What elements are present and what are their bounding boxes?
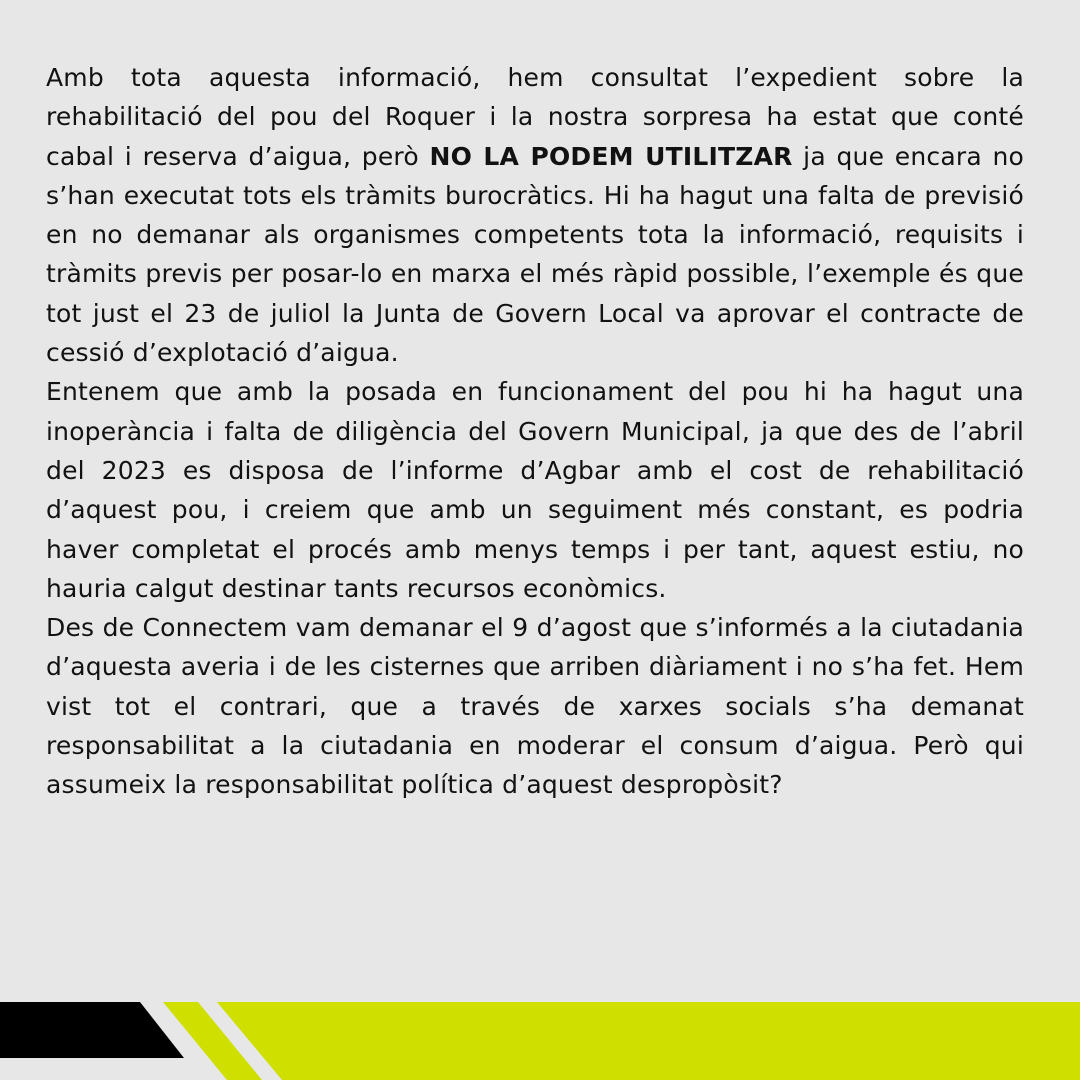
paragraph-1 (46, 58, 1024, 372)
paragraph-1-text-after: ja que encara no s’han executat tots els tràmits burocràtics. Hi ha hagut una falta de previsió en no demanar als organismes competents tota la informació, requisits i tràmits previs per posar-lo en marxa el més ràpid possible, l’exemple és que tot just el 23 de juliol la Junta de Govern Local va aprovar el contracte de cessió d’explotació d’aigua. (46, 141, 1024, 368)
paragraph-1-text-before: Amb tota aquesta informació, hem consultat l’expedient sobre la rehabilitació del pou del Roquer i la nostra sorpresa ha estat que conté cabal i reserva d’aigua, però (46, 63, 1024, 171)
decorative-bottom-band (0, 1002, 1080, 1080)
paragraph-2: Entenem que amb la posada en funcionament del pou hi ha hagut una inoperància i falta de diligència del Govern Municipal, ja que des de l’abril del 2023 es disposa de l’informe d’Agbar amb el cost de rehabilitació d’aquest pou, i creiem que amb un seguiment més constant, es podria haver completat el procés amb menys temps i per tant, aquest estiu, no hauria calgut destinar tants recursos econòmics. (46, 377, 1024, 603)
paragraph-1-emphasis: NO LA PODEM UTILITZAR (429, 141, 793, 171)
black-stripe (0, 1002, 184, 1058)
article-body (46, 58, 1024, 805)
accent-wide-stripe (217, 1002, 1080, 1080)
paragraph-3: Des de Connectem vam demanar el 9 d’agost que s’informés a la ciutadania d’aquesta averia i de les cisternes que arriben diàriament i no s’ha fet. Hem vist tot el contrari, que a través de xarxes socials s’ha demanat responsabilitat a la ciutadania en moderar el consum d’aigua. Però qui assumeix la responsabilitat política d’aquest despropòsit? (46, 613, 1024, 800)
stripe-graphic (0, 1002, 1080, 1080)
